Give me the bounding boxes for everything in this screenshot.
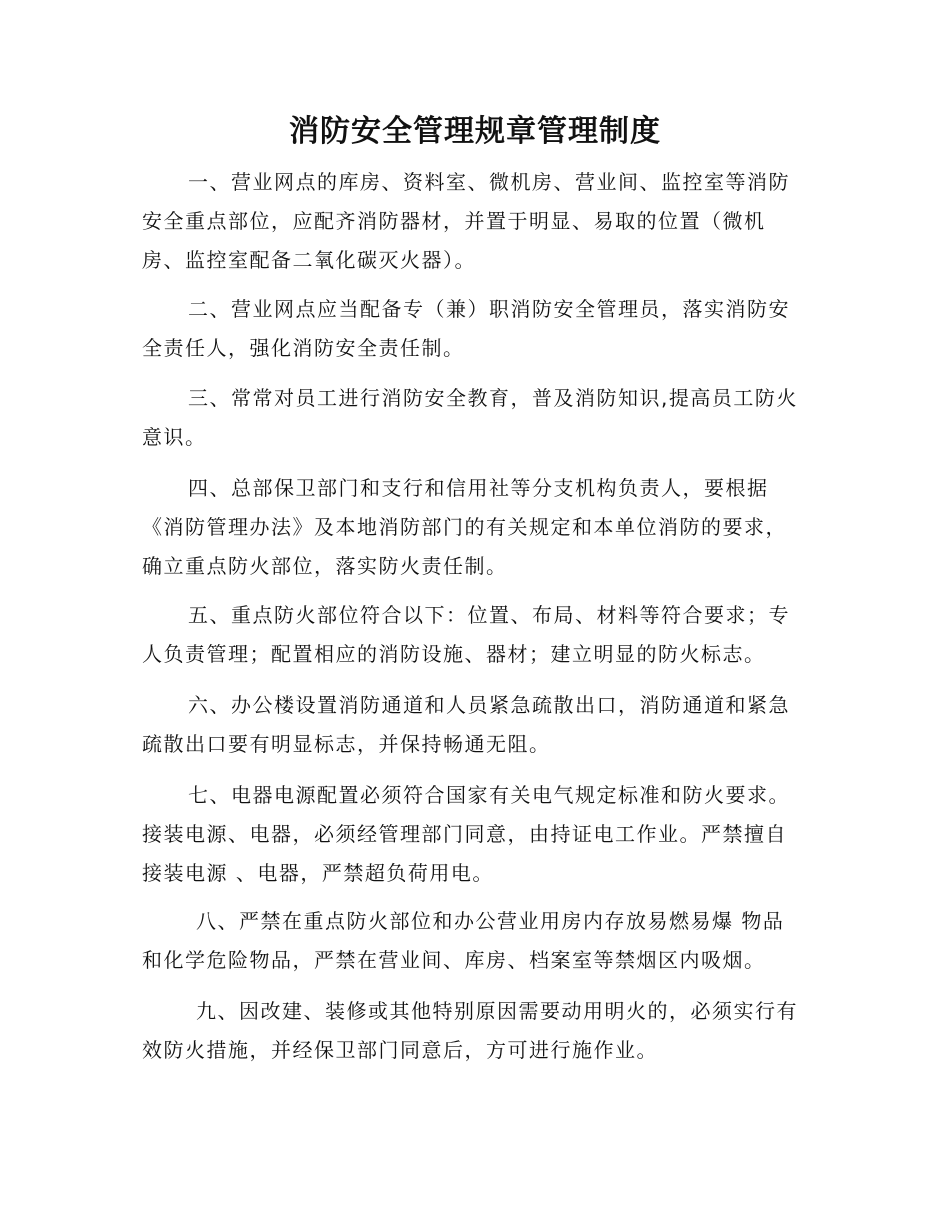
paragraph-3 bbox=[142, 379, 808, 457]
paragraph-line: 人负责管理；配置相应的消防设施、器材；建立明显的防火标志。 bbox=[142, 642, 766, 666]
paragraph-line: 全责任人，强化消防安全责任制。 bbox=[142, 336, 465, 360]
paragraph-line: 九、因改建、装修或其他特别原因需要动用明火的，必须实行有 bbox=[196, 999, 798, 1023]
paragraph-4 bbox=[142, 469, 808, 586]
paragraph-line: 六、办公楼设置消防通道和人员紧急疏散出口，消防通道和紧急 bbox=[188, 693, 790, 717]
paragraph-line: 房、监控室配备二氧化碳灭火器）。 bbox=[142, 248, 476, 272]
paragraph-line: 五、重点防火部位符合以下：位置、布局、材料等符合要求；专 bbox=[188, 603, 790, 627]
paragraph-line: 七、电器电源配置必须符合国家有关电气规定标准和防火要求。 bbox=[188, 783, 790, 807]
paragraph-7 bbox=[142, 776, 808, 893]
paragraph-line: 接装电源 、电器，严禁超负荷用电。 bbox=[142, 861, 494, 885]
paragraph-line: 二、营业网点应当配备专（兼）职消防安全管理员，落实消防安 bbox=[188, 297, 790, 321]
paragraph-line: 四、总部保卫部门和支行和信用社等分支机构负责人，要根据 bbox=[188, 476, 769, 500]
paragraph-line: 和化学危险物品，严禁在营业间、库房、档案室等禁烟区内吸烟。 bbox=[142, 948, 766, 972]
paragraph-line: 疏散出口要有明显标志，并保持畅通无阻。 bbox=[142, 732, 551, 756]
paragraph-line: 三、常常对员工进行消防安全教育，普及消防知识,提高员工防火 bbox=[188, 386, 798, 410]
paragraph-6 bbox=[142, 686, 808, 764]
paragraph-line: 一、营业网点的库房、资料室、微机房、营业间、监控室等消防 bbox=[188, 170, 790, 194]
paragraph-9 bbox=[142, 992, 808, 1070]
paragraph-line: 确立重点防火部位，落实防火责任制。 bbox=[142, 554, 508, 578]
paragraph-line: 效防火措施，并经保卫部门同意后，方可进行施作业。 bbox=[142, 1038, 658, 1062]
paragraph-5 bbox=[142, 596, 808, 674]
paragraph-line: 安全重点部位，应配齐消防器材，并置于明显、易取的位置（微机 bbox=[142, 209, 766, 233]
paragraph-line: 八、严禁在重点防火部位和办公营业用房内存放易燃易爆 物品 bbox=[196, 909, 785, 933]
paragraph-1 bbox=[142, 163, 808, 280]
paragraph-line: 意识。 bbox=[142, 425, 207, 449]
paragraph-line: 《消防管理办法》及本地消防部门的有关规定和本单位消防的要求， bbox=[142, 515, 787, 539]
paragraph-line: 接装电源、电器，必须经管理部门同意，由持证电工作业。严禁擅自 bbox=[142, 822, 787, 846]
paragraph-8 bbox=[142, 902, 808, 980]
page-title: 消防安全管理规章管理制度 bbox=[289, 114, 661, 149]
paragraph-2 bbox=[142, 290, 808, 368]
